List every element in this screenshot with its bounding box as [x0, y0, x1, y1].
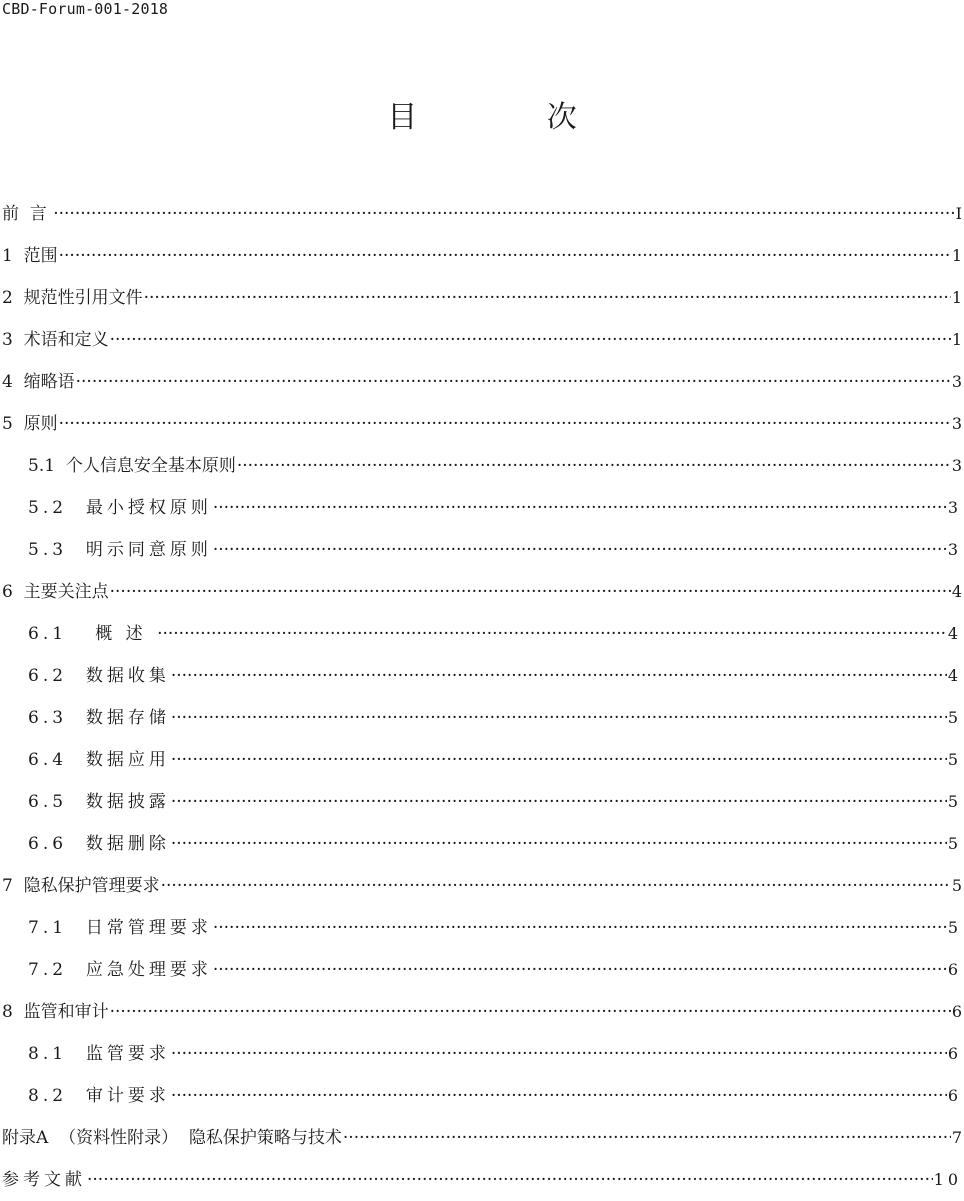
- toc-entry-abbreviations[interactable]: [0, 361, 964, 403]
- toc-entry-label: 6.5 数据披露: [28, 792, 170, 812]
- toc-entry-label: 6.6 数据删除: [28, 834, 170, 854]
- toc-leader: [171, 655, 947, 697]
- toc-entry-label: 参考文献: [2, 1170, 86, 1190]
- toc-entry-page: 5: [947, 750, 962, 769]
- toc-entry-label: 5.3 明示同意原则: [28, 540, 212, 560]
- toc-entry-supervision-audit[interactable]: [0, 991, 964, 1033]
- toc-entry-label: 8 监管和审计: [2, 1002, 109, 1022]
- toc-entry-label: 5.2 最小授权原则: [28, 498, 212, 518]
- toc-entry-label: 3 术语和定义: [2, 330, 109, 350]
- toc-entry-terms-definitions[interactable]: [0, 319, 964, 361]
- toc-leader: [237, 445, 951, 487]
- toc-entry-page: 10: [933, 1170, 962, 1189]
- toc-leader: [87, 1159, 933, 1201]
- toc-entry-label: 6.4 数据应用: [28, 750, 170, 770]
- toc-entry-label: 7.2 应急处理要求: [28, 960, 212, 980]
- toc-entry-label: 8.1 监管要求: [28, 1044, 170, 1064]
- toc-entry-page: 3: [947, 540, 962, 559]
- toc-leader: [171, 1075, 947, 1117]
- toc-entry-page: 5: [947, 708, 962, 727]
- toc-entry-page: 3: [951, 372, 962, 391]
- toc-leader: [171, 697, 947, 739]
- toc-entry-page: 5: [947, 834, 962, 853]
- toc-leader: [76, 361, 951, 403]
- toc-entry-8-1[interactable]: [0, 1033, 964, 1075]
- toc-entry-label: 6.1 概 述: [28, 624, 157, 644]
- toc-leader: [343, 1117, 951, 1159]
- toc-entry-label: 前 言: [2, 204, 53, 224]
- toc-leader: [171, 781, 947, 823]
- toc-entry-page: 3: [951, 456, 962, 475]
- toc-leader: [161, 865, 951, 907]
- toc-leader: [144, 277, 951, 319]
- toc-leader: [110, 319, 951, 361]
- toc-entry-page: I: [955, 204, 962, 223]
- toc-entry-page: 6: [947, 1044, 962, 1063]
- toc-leader: [157, 613, 947, 655]
- toc-leader: [213, 907, 947, 949]
- toc-leader: [110, 991, 951, 1033]
- toc-entry-key-concerns[interactable]: [0, 571, 964, 613]
- toc-entry-normative-references[interactable]: [0, 277, 964, 319]
- toc-entry-5-1[interactable]: [0, 445, 964, 487]
- toc-leader: [59, 235, 951, 277]
- toc-entry-page: 6: [947, 960, 962, 979]
- toc-leader: [171, 739, 947, 781]
- toc-entry-foreword[interactable]: [0, 193, 964, 235]
- toc-entry-label: 4 缩略语: [2, 372, 75, 392]
- toc-leader: [171, 823, 947, 865]
- toc-leader: [59, 403, 951, 445]
- toc-entry-label: 7.1 日常管理要求: [28, 918, 212, 938]
- toc-entry-page: 1: [951, 330, 962, 349]
- toc-entry-5-2[interactable]: [0, 487, 964, 529]
- toc-entry-label: 2 规范性引用文件: [2, 288, 143, 308]
- toc-entry-6-2[interactable]: [0, 655, 964, 697]
- toc-entry-page: 4: [951, 582, 962, 601]
- toc-entry-label: 附录A （资料性附录） 隐私保护策略与技术: [2, 1128, 342, 1148]
- toc-entry-page: 6: [947, 1086, 962, 1105]
- toc-entry-label: 5.1 个人信息安全基本原则: [28, 456, 236, 476]
- toc-entry-5-3[interactable]: [0, 529, 964, 571]
- toc-entry-label: 6.3 数据存储: [28, 708, 170, 728]
- toc-entry-privacy-management[interactable]: [0, 865, 964, 907]
- toc-leader: [171, 1033, 947, 1075]
- toc-entry-6-3[interactable]: [0, 697, 964, 739]
- toc-leader: [53, 193, 954, 235]
- toc-entry-6-6[interactable]: [0, 823, 964, 865]
- toc-leader: [213, 949, 947, 991]
- toc-entry-label: 5 原则: [2, 414, 58, 434]
- toc-entry-page: 4: [947, 666, 962, 685]
- toc-entry-page: 3: [951, 414, 962, 433]
- toc-entry-label: 7 隐私保护管理要求: [2, 876, 160, 896]
- toc-entry-principles[interactable]: [0, 403, 964, 445]
- toc-entry-8-2[interactable]: [0, 1075, 964, 1117]
- toc-entry-scope[interactable]: [0, 235, 964, 277]
- toc-title: 目 次: [387, 100, 637, 135]
- toc-entry-label: 6 主要关注点: [2, 582, 109, 602]
- toc-entry-page: 6: [951, 1002, 962, 1021]
- toc-entry-page: 1: [951, 288, 962, 307]
- toc-entry-appendix-a[interactable]: [0, 1117, 964, 1159]
- toc-entry-7-2[interactable]: [0, 949, 964, 991]
- toc-entry-label: 1 范围: [2, 246, 58, 266]
- toc-entry-page: 7: [951, 1128, 962, 1147]
- toc-entry-6-4[interactable]: [0, 739, 964, 781]
- toc-entry-page: 5: [947, 918, 962, 937]
- toc-leader: [110, 571, 951, 613]
- toc-entry-page: 1: [951, 246, 962, 265]
- toc-entry-6-1[interactable]: [0, 613, 964, 655]
- toc-leader: [213, 529, 947, 571]
- toc-entry-page: 5: [947, 792, 962, 811]
- document-code: CBD-Forum-001-2018: [2, 0, 169, 18]
- toc-entry-6-5[interactable]: [0, 781, 964, 823]
- toc-entry-bibliography[interactable]: [0, 1159, 964, 1201]
- toc-entry-page: 3: [947, 498, 962, 517]
- toc-list: [0, 193, 964, 1201]
- toc-entry-label: 8.2 审计要求: [28, 1086, 170, 1106]
- toc-entry-label: 6.2 数据收集: [28, 666, 170, 686]
- toc-entry-page: 4: [947, 624, 962, 643]
- toc-leader: [213, 487, 947, 529]
- toc-entry-7-1[interactable]: [0, 907, 964, 949]
- toc-entry-page: 5: [951, 876, 962, 895]
